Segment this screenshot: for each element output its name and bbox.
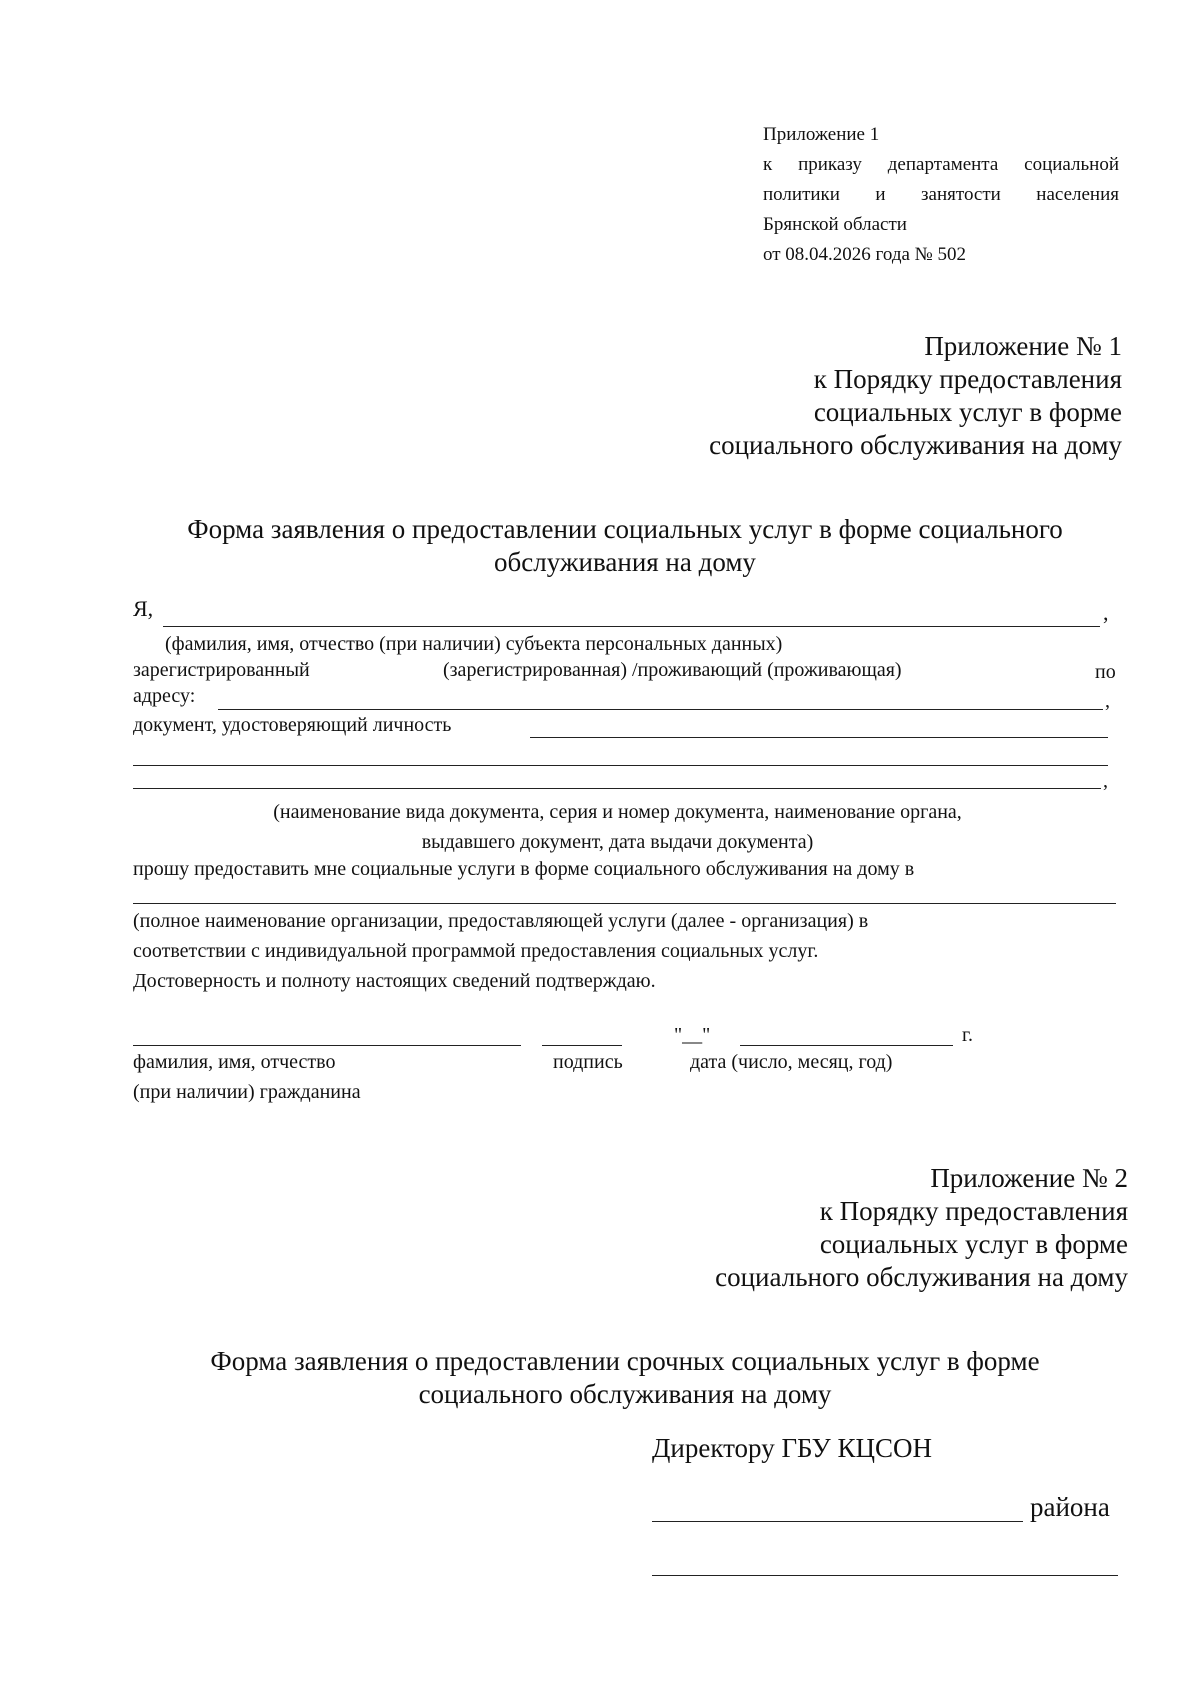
district-field[interactable] [652,1521,1023,1522]
signature-field[interactable] [542,1045,622,1046]
order-header-line-5: от 08.04.2026 года № 502 [763,244,967,265]
order-header-line-1: Приложение 1 [763,124,880,145]
address-label: адресу: [133,685,196,707]
fio-caption-line-2: (при наличии) гражданина [133,1081,361,1103]
document-caption-line-1: (наименование вида документа, серия и номер документа, наименование органа, [273,801,962,823]
fio-caption-line-1: фамилия, имя, отчество [133,1051,336,1073]
document-label: документ, удостоверяющий личность [133,714,452,736]
date-day-quotes: "__" [674,1024,711,1046]
date-caption: дата (число, месяц, год) [690,1051,893,1073]
registered-label-a: зарегистрированный [133,659,310,681]
order-header-line-4: Брянской области [763,214,907,235]
comma-2: , [1105,690,1110,712]
form-1-title-line-2: обслуживания на дому [494,547,756,577]
organization-field[interactable] [133,903,1116,904]
appendix-2-line-3: социальных услуг в форме [819,1229,1128,1259]
appendix-2-line-4: социального обслуживания на дому [715,1262,1128,1292]
confirm-text: Достоверность и полноту настоящих сведений подтверждаю. [133,970,656,992]
director-label: Директору ГБУ КЦСОН [652,1433,932,1463]
appendix-1-line-3: социальных услуг в форме [813,397,1122,427]
order-header [763,120,1119,270]
form-2-title [130,1345,1120,1411]
order-header-line-2: к приказу департамента социальной [763,154,1119,175]
appendix-2-header [715,1162,1128,1294]
appendix-1-line-4: социального обслуживания на дому [709,430,1122,460]
document-field-3[interactable] [133,788,1101,789]
fio-signature-field[interactable] [133,1045,521,1046]
comma-1: , [1103,600,1109,625]
date-field[interactable] [740,1045,953,1046]
full-name-field[interactable] [163,626,1100,627]
appendix-2-line-2: к Порядку предоставления [819,1196,1128,1226]
form-2-title-line-2: социального обслуживания на дому [418,1379,832,1409]
appendix-1-line-2: к Порядку предоставления [813,364,1122,394]
director-name-field[interactable] [652,1575,1118,1576]
document-caption-line-2: выдавшего документ, дата выдачи документа) [421,831,814,853]
document-caption [130,797,1105,857]
order-header-line-3: политики и занятости населения [763,184,1119,205]
document-field-2[interactable] [133,765,1108,766]
signature-caption: подпись [553,1051,623,1073]
name-caption: (фамилия, имя, отчество (при наличии) субъекта персональных данных) [165,633,783,655]
form-1-title-line-1: Форма заявления о предоставлении социальных услуг в форме социального [187,514,1063,544]
appendix-1-line-1: Приложение № 1 [924,331,1122,361]
fio-caption [133,1047,361,1107]
form-2-title-line-1: Форма заявления о предоставлении срочных социальных услуг в форме [210,1346,1040,1376]
appendix-1-header [709,330,1122,462]
form-1-title [130,513,1120,579]
appendix-2-line-1: Приложение № 2 [930,1163,1128,1193]
registered-label-c: по [1095,661,1116,683]
district-suffix: района [1030,1492,1110,1522]
comma-3: , [1103,770,1108,792]
document-field-1[interactable] [530,737,1108,738]
year-suffix: г. [962,1024,973,1046]
organization-caption-line-1: (полное наименование организации, предоставляющей услуги (далее - организация) в [133,910,869,932]
organization-caption-line-2: соответствии с индивидуальной программой предоставления социальных услуг. [133,940,819,962]
request-text: прошу предоставить мне социальные услуги в форме социального обслуживания на дому в [133,858,915,880]
registered-label-b: (зарегистрированная) /проживающий (проживающая) [443,659,902,681]
ya-label: Я, [133,596,154,621]
organization-caption [133,906,1123,996]
